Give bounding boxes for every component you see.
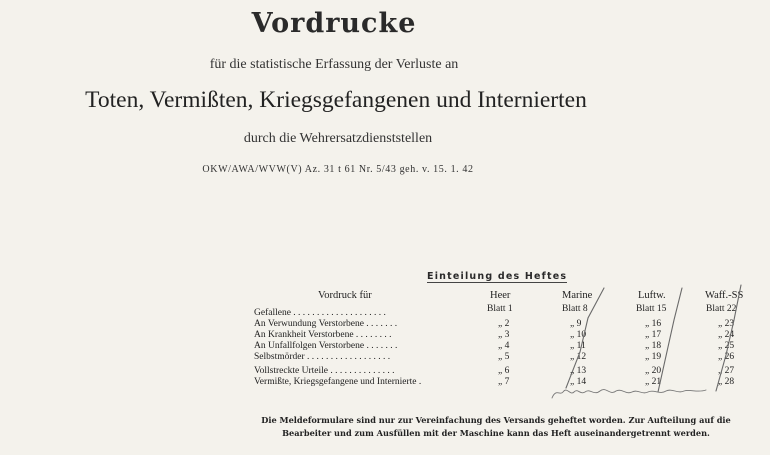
sheet-cell: „ 23 xyxy=(718,319,735,329)
sheet-cell: „ 21 xyxy=(645,377,662,387)
sheet-cell: „ 25 xyxy=(718,341,735,351)
pencil-strike-line xyxy=(716,285,741,391)
row-label: Vermißte, Kriegsgefangene und Internierte . xyxy=(254,377,422,387)
sheet-cell: „ 11 xyxy=(570,341,586,351)
footnote xyxy=(230,414,762,440)
footnote-line-2: Bearbeiter und zum Ausfüllen mit der Maschine kann das Heft auseinandergetrennt werden. xyxy=(282,428,710,438)
row-label: An Verwundung Verstorbene . . . . . . . xyxy=(254,319,398,329)
sheet-cell: „ 10 xyxy=(570,330,587,340)
sheet-cell: „ 18 xyxy=(645,341,662,351)
column-start-luftw: Blatt 15 xyxy=(636,304,667,314)
sheet-cell: „ 20 xyxy=(645,366,662,376)
column-start-heer: Blatt 1 xyxy=(487,304,513,314)
sheet-cell: „ 5 xyxy=(498,352,510,362)
row-label: Gefallene . . . . . . . . . . . . . . . . . . . . xyxy=(254,308,386,318)
sheet-cell: „ 7 xyxy=(498,377,510,387)
sheet-cell: „ 16 xyxy=(645,319,662,329)
sheet-cell: „ 24 xyxy=(718,330,735,340)
document-subtitle-2: durch die Wehrersatzdienststellen xyxy=(243,131,433,146)
sheet-cell: „ 26 xyxy=(718,352,735,362)
sheet-cell: „ 6 xyxy=(498,366,510,376)
column-header-marine: Marine xyxy=(562,290,593,301)
order-reference: OKW/AWA/WVW(V) Az. 31 t 61 Nr. 5/43 geh. v. 15. 1. 42 xyxy=(202,164,474,175)
row-label: Vollstreckte Urteile . . . . . . . . . . . . . . xyxy=(254,366,395,376)
pencil-strike-line xyxy=(658,288,682,392)
sheet-cell: „ 27 xyxy=(718,366,735,376)
sheet-cell: „ 14 xyxy=(570,377,587,387)
footnote-line-1: Die Meldeformulare sind nur zur Vereinfachung des Versands geheftet worden. Zur Aufteilung auf die xyxy=(261,415,731,425)
row-label: An Krankheit Verstorbene . . . . . . . . xyxy=(254,330,392,340)
document-subtitle: für die statistische Erfassung der Verluste an xyxy=(209,57,459,72)
handwritten-note xyxy=(552,390,706,398)
sheet-cell: „ 19 xyxy=(645,352,662,362)
sheet-cell: „ 12 xyxy=(570,352,587,362)
document-title: Vordrucke xyxy=(251,8,417,39)
sheet-cell: „ 3 xyxy=(498,330,510,340)
row-header: Vordruck für xyxy=(318,290,372,301)
sheet-cell: „ 28 xyxy=(718,377,735,387)
column-start-waffen-ss: Blatt 22 xyxy=(706,304,737,314)
sheet-cell: „ 2 xyxy=(498,319,510,329)
sheet-cell: „ 13 xyxy=(570,366,587,376)
row-label: Selbstmörder . . . . . . . . . . . . . . . . . . xyxy=(254,352,391,362)
pencil-strike-line xyxy=(566,288,604,388)
row-label: An Unfallfolgen Verstorbene . . . . . . . xyxy=(254,341,398,351)
document-headline: Toten, Vermißten, Kriegsgefangenen und Internierten xyxy=(85,87,587,113)
column-header-heer: Heer xyxy=(490,290,511,301)
column-start-marine: Blatt 8 xyxy=(562,304,588,314)
sheet-cell: „ 9 xyxy=(570,319,582,329)
section-title: Einteilung des Heftes xyxy=(427,271,568,282)
sheet-cell: „ 17 xyxy=(645,330,662,340)
sheet-cell: „ 4 xyxy=(498,341,510,351)
column-header-waffen-ss: Waff.-SS xyxy=(705,290,744,301)
column-header-luftw: Luftw. xyxy=(638,290,666,301)
